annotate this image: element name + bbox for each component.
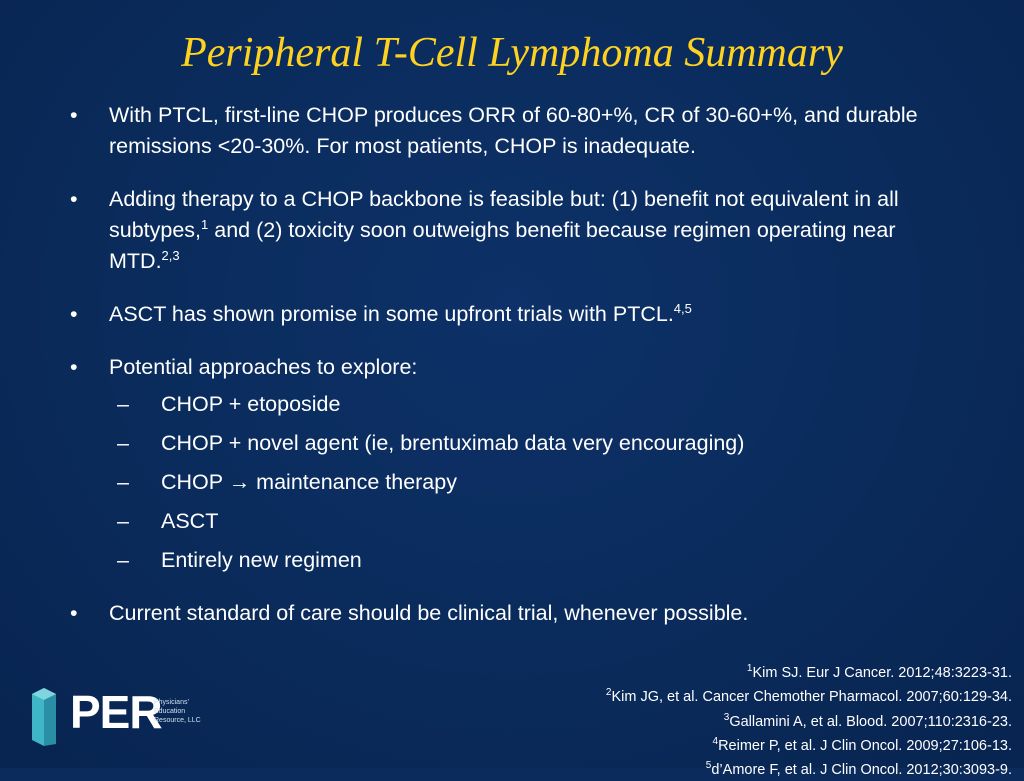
sub-bullet-marker: –	[117, 509, 129, 533]
references	[606, 659, 1012, 781]
reference-text: Kim SJ. Eur J Cancer. 2012;48:3223-31.	[752, 664, 1012, 681]
logo-subtitle-line: Resource, LLC	[154, 717, 201, 724]
reference-line	[606, 659, 1012, 683]
sub-bullet-item	[109, 506, 970, 537]
reference-line	[606, 683, 1012, 707]
reference-text: Reimer P, et al. J Clin Oncol. 2009;27:106-13.	[718, 737, 1012, 754]
bullet-text: With PTCL, first-line CHOP produces ORR of 60-80+%, CR of 30-60+%, and durable remissions <20-30%. For most patients, CHOP is inadequate.	[109, 103, 918, 158]
sub-bullet-marker: –	[117, 470, 129, 494]
sub-bullet-item	[109, 428, 970, 459]
sub-bullet-text: CHOP + etoposide	[161, 392, 341, 416]
sub-bullet-marker: –	[117, 548, 129, 572]
bullet-marker: •	[70, 601, 78, 625]
reference-line	[606, 708, 1012, 732]
reference-number: 5	[705, 760, 712, 772]
bullet-text: Current standard of care should be clinical trial, whenever possible.	[109, 601, 749, 625]
slide-title: Peripheral T-Cell Lymphoma Summary	[181, 30, 843, 76]
logo-wordmark: PER	[70, 686, 162, 738]
reference-text: Kim JG, et al. Cancer Chemother Pharmacol. 2007;60:129-34.	[611, 689, 1012, 706]
sub-bullet-text: CHOP + novel agent (ie, brentuximab data very encouraging)	[161, 431, 745, 455]
citation-superscript: 2,3	[161, 247, 180, 263]
bullet-item	[70, 299, 970, 330]
bullet-text: ASCT has shown promise in some upfront trials with PTCL.	[109, 302, 674, 326]
bullet-marker: •	[70, 355, 78, 379]
sub-bullet-item	[109, 389, 970, 420]
logo-mark-icon	[30, 686, 70, 748]
sub-bullet-marker: –	[117, 431, 129, 455]
bullet-item	[70, 598, 970, 629]
bullet-text: and (2) toxicity soon outweighs benefit because regimen operating near MTD.	[109, 218, 896, 273]
sub-bullet-item	[109, 545, 970, 576]
sub-bullet-marker: –	[117, 392, 129, 416]
reference-number: 3	[723, 711, 730, 723]
citation-superscript: 1	[201, 216, 209, 232]
reference-number: 2	[605, 687, 612, 699]
bullet-marker: •	[70, 302, 78, 326]
logo-subtitle-line: Physicians’	[154, 699, 190, 706]
bullet-item	[70, 184, 970, 277]
bullet-marker: •	[70, 187, 78, 211]
sub-bullet-list	[109, 389, 970, 576]
bullet-text: Adding therapy to a CHOP backbone is feasible but: (1) benefit not equivalent in all subtypes,	[109, 187, 899, 242]
bullet-text: Potential approaches to explore:	[109, 355, 418, 379]
logo-subtitle-line: Education	[154, 708, 186, 715]
reference-text: d’Amore F, et al. J Clin Oncol. 2012;30:3093-9.	[711, 762, 1012, 779]
reference-line	[606, 756, 1012, 780]
bullet-list	[70, 100, 970, 651]
sub-bullet-text: CHOP → maintenance therapy	[161, 470, 457, 494]
bullet-marker: •	[70, 103, 78, 127]
sub-bullet-item	[109, 467, 970, 498]
per-logo	[30, 686, 220, 748]
reference-number: 1	[746, 663, 753, 674]
bullet-item	[70, 352, 970, 576]
sub-bullet-text: ASCT	[161, 509, 219, 533]
logo-subtitle	[154, 698, 224, 725]
reference-line	[606, 732, 1012, 756]
reference-text: Gallamini A, et al. Blood. 2007;110:2316-23.	[729, 713, 1012, 730]
bullet-item	[70, 100, 970, 162]
reference-number: 4	[712, 735, 719, 747]
citation-superscript: 4,5	[673, 300, 692, 316]
sub-bullet-text: Entirely new regimen	[161, 548, 362, 572]
